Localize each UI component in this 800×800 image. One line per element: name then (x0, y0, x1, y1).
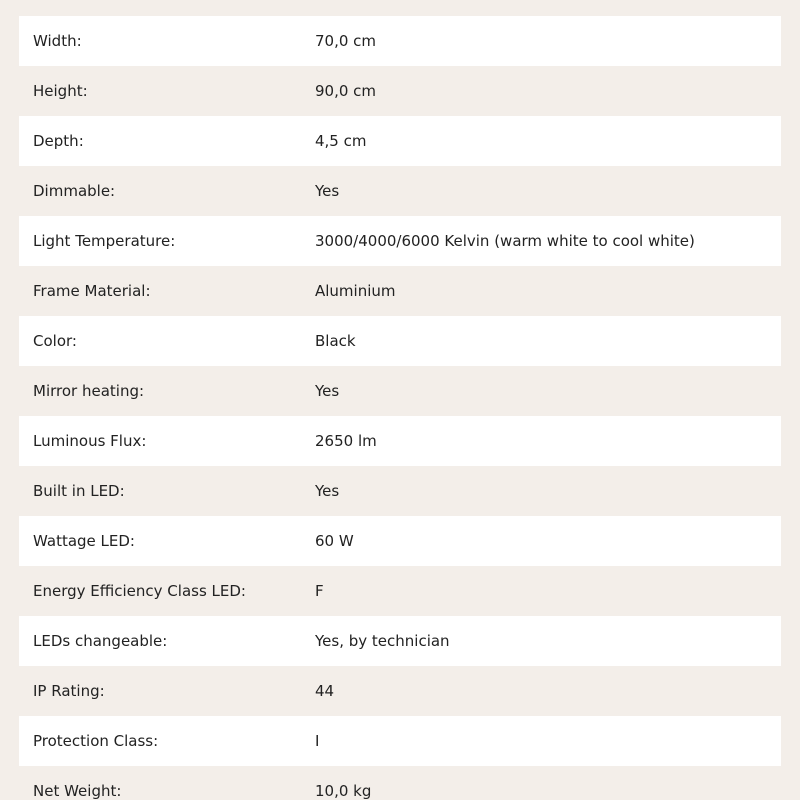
spec-row (19, 166, 781, 216)
spec-label: Light Temperature: (33, 232, 176, 250)
spec-value: 60 W (315, 532, 354, 550)
spec-label: Height: (33, 82, 88, 100)
spec-row (19, 316, 781, 366)
spec-row (19, 516, 781, 566)
spec-label: Mirror heating: (33, 382, 145, 400)
spec-row (19, 666, 781, 716)
spec-label: Wattage LED: (33, 532, 135, 550)
spec-label: LEDs changeable: (33, 632, 168, 650)
spec-value: 44 (315, 682, 335, 700)
spec-row (19, 216, 781, 266)
spec-label: Built in LED: (33, 482, 125, 500)
spec-value: Yes (315, 382, 340, 400)
spec-value: Yes (315, 182, 340, 200)
spec-row (19, 566, 781, 616)
spec-label: Net Weight: (33, 782, 122, 800)
spec-value: I (315, 732, 320, 750)
spec-label: Depth: (33, 132, 84, 150)
spec-label: Frame Material: (33, 282, 151, 300)
spec-label: Protection Class: (33, 732, 159, 750)
spec-label: Luminous Flux: (33, 432, 147, 450)
spec-row (19, 66, 781, 116)
spec-value: 3000/4000/6000 Kelvin (warm white to cool white) (315, 232, 695, 250)
specifications-table (19, 16, 781, 800)
spec-value: Black (315, 332, 356, 350)
spec-value: 10,0 kg (315, 782, 372, 800)
spec-row (19, 766, 781, 800)
spec-value: Yes (315, 482, 340, 500)
spec-label: Width: (33, 32, 82, 50)
spec-label: Energy Efficiency Class LED: (33, 582, 246, 600)
spec-label: Color: (33, 332, 77, 350)
spec-value: Aluminium (315, 282, 396, 300)
spec-row (19, 366, 781, 416)
spec-value: 4,5 cm (315, 132, 367, 150)
spec-value: F (315, 582, 324, 600)
spec-label: Dimmable: (33, 182, 116, 200)
spec-row (19, 716, 781, 766)
spec-row (19, 616, 781, 666)
spec-row (19, 266, 781, 316)
spec-row (19, 116, 781, 166)
spec-value: 2650 lm (315, 432, 377, 450)
spec-row (19, 416, 781, 466)
spec-row (19, 466, 781, 516)
spec-value: Yes, by technician (315, 632, 450, 650)
spec-label: IP Rating: (33, 682, 105, 700)
spec-value: 90,0 cm (315, 82, 377, 100)
spec-row (19, 16, 781, 66)
spec-value: 70,0 cm (315, 32, 377, 50)
